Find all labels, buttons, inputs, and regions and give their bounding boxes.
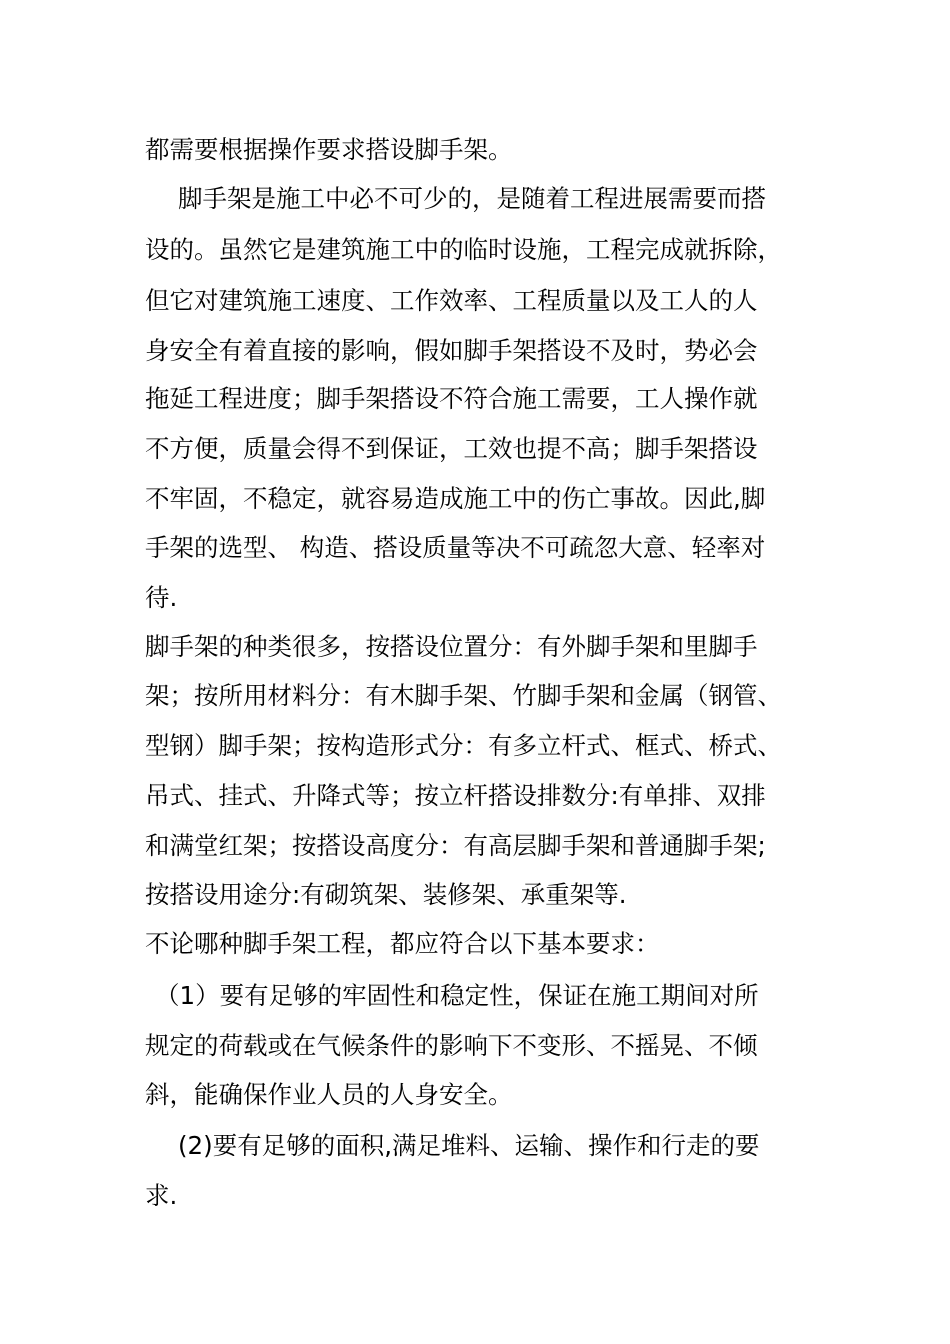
text-line: 不牢固，不稳定，就容易造成施工中的伤亡事故。因此,脚 bbox=[145, 484, 766, 513]
text-line: 和满堂红架；按搭设高度分：有高层脚手架和普通脚手架; bbox=[145, 831, 766, 860]
text-line: 待. bbox=[145, 583, 178, 612]
text-line: 脚手架是施工中必不可少的，是随着工程进展需要而搭 bbox=[178, 184, 766, 213]
text-line: 架；按所用材料分：有木脚手架、竹脚手架和金属（钢管、 bbox=[145, 681, 782, 710]
text-line: 脚手架的种类很多，按搭设位置分：有外脚手架和里脚手 bbox=[145, 632, 758, 661]
text-line: 拖延工程进度；脚手架搭设不符合施工需要，工人操作就 bbox=[145, 384, 758, 413]
text-line: 都需要根据操作要求搭设脚手架。 bbox=[145, 135, 513, 164]
text-line: 身安全有着直接的影响，假如脚手架搭设不及时，势必会 bbox=[145, 336, 758, 365]
text-line: (2)要有足够的面积,满足堆料、运输、操作和行走的要 bbox=[178, 1131, 760, 1160]
text-line: （1）要有足够的牢固性和稳定性，保证在施工期间对所 bbox=[155, 981, 759, 1010]
text-line: 型钢）脚手架；按构造形式分：有多立杆式、框式、桥式、 bbox=[145, 731, 782, 760]
text-line: 吊式、挂式、升降式等；按立杆搭设排数分:有单排、双排 bbox=[145, 781, 766, 810]
text-line: 不论哪种脚手架工程，都应符合以下基本要求： bbox=[145, 929, 660, 958]
text-line: 但它对建筑施工速度、工作效率、工程质量以及工人的人 bbox=[145, 286, 758, 315]
text-line: 规定的荷载或在气候条件的影响下不变形、不摇晃、不倾 bbox=[145, 1031, 758, 1060]
text-line: 手架的选型、 构造、搭设质量等决不可疏忽大意、轻率对 bbox=[145, 533, 766, 562]
text-line: 设的。虽然它是建筑施工中的临时设施，工程完成就拆除， bbox=[145, 235, 782, 264]
text-line: 斜，能确保作业人员的人身安全。 bbox=[145, 1080, 513, 1109]
text-line: 按搭设用途分:有砌筑架、装修架、承重架等. bbox=[145, 880, 627, 909]
text-line: 求. bbox=[145, 1181, 178, 1210]
text-line: 不方便，质量会得不到保证，工效也提不高；脚手架搭设 bbox=[145, 434, 758, 463]
